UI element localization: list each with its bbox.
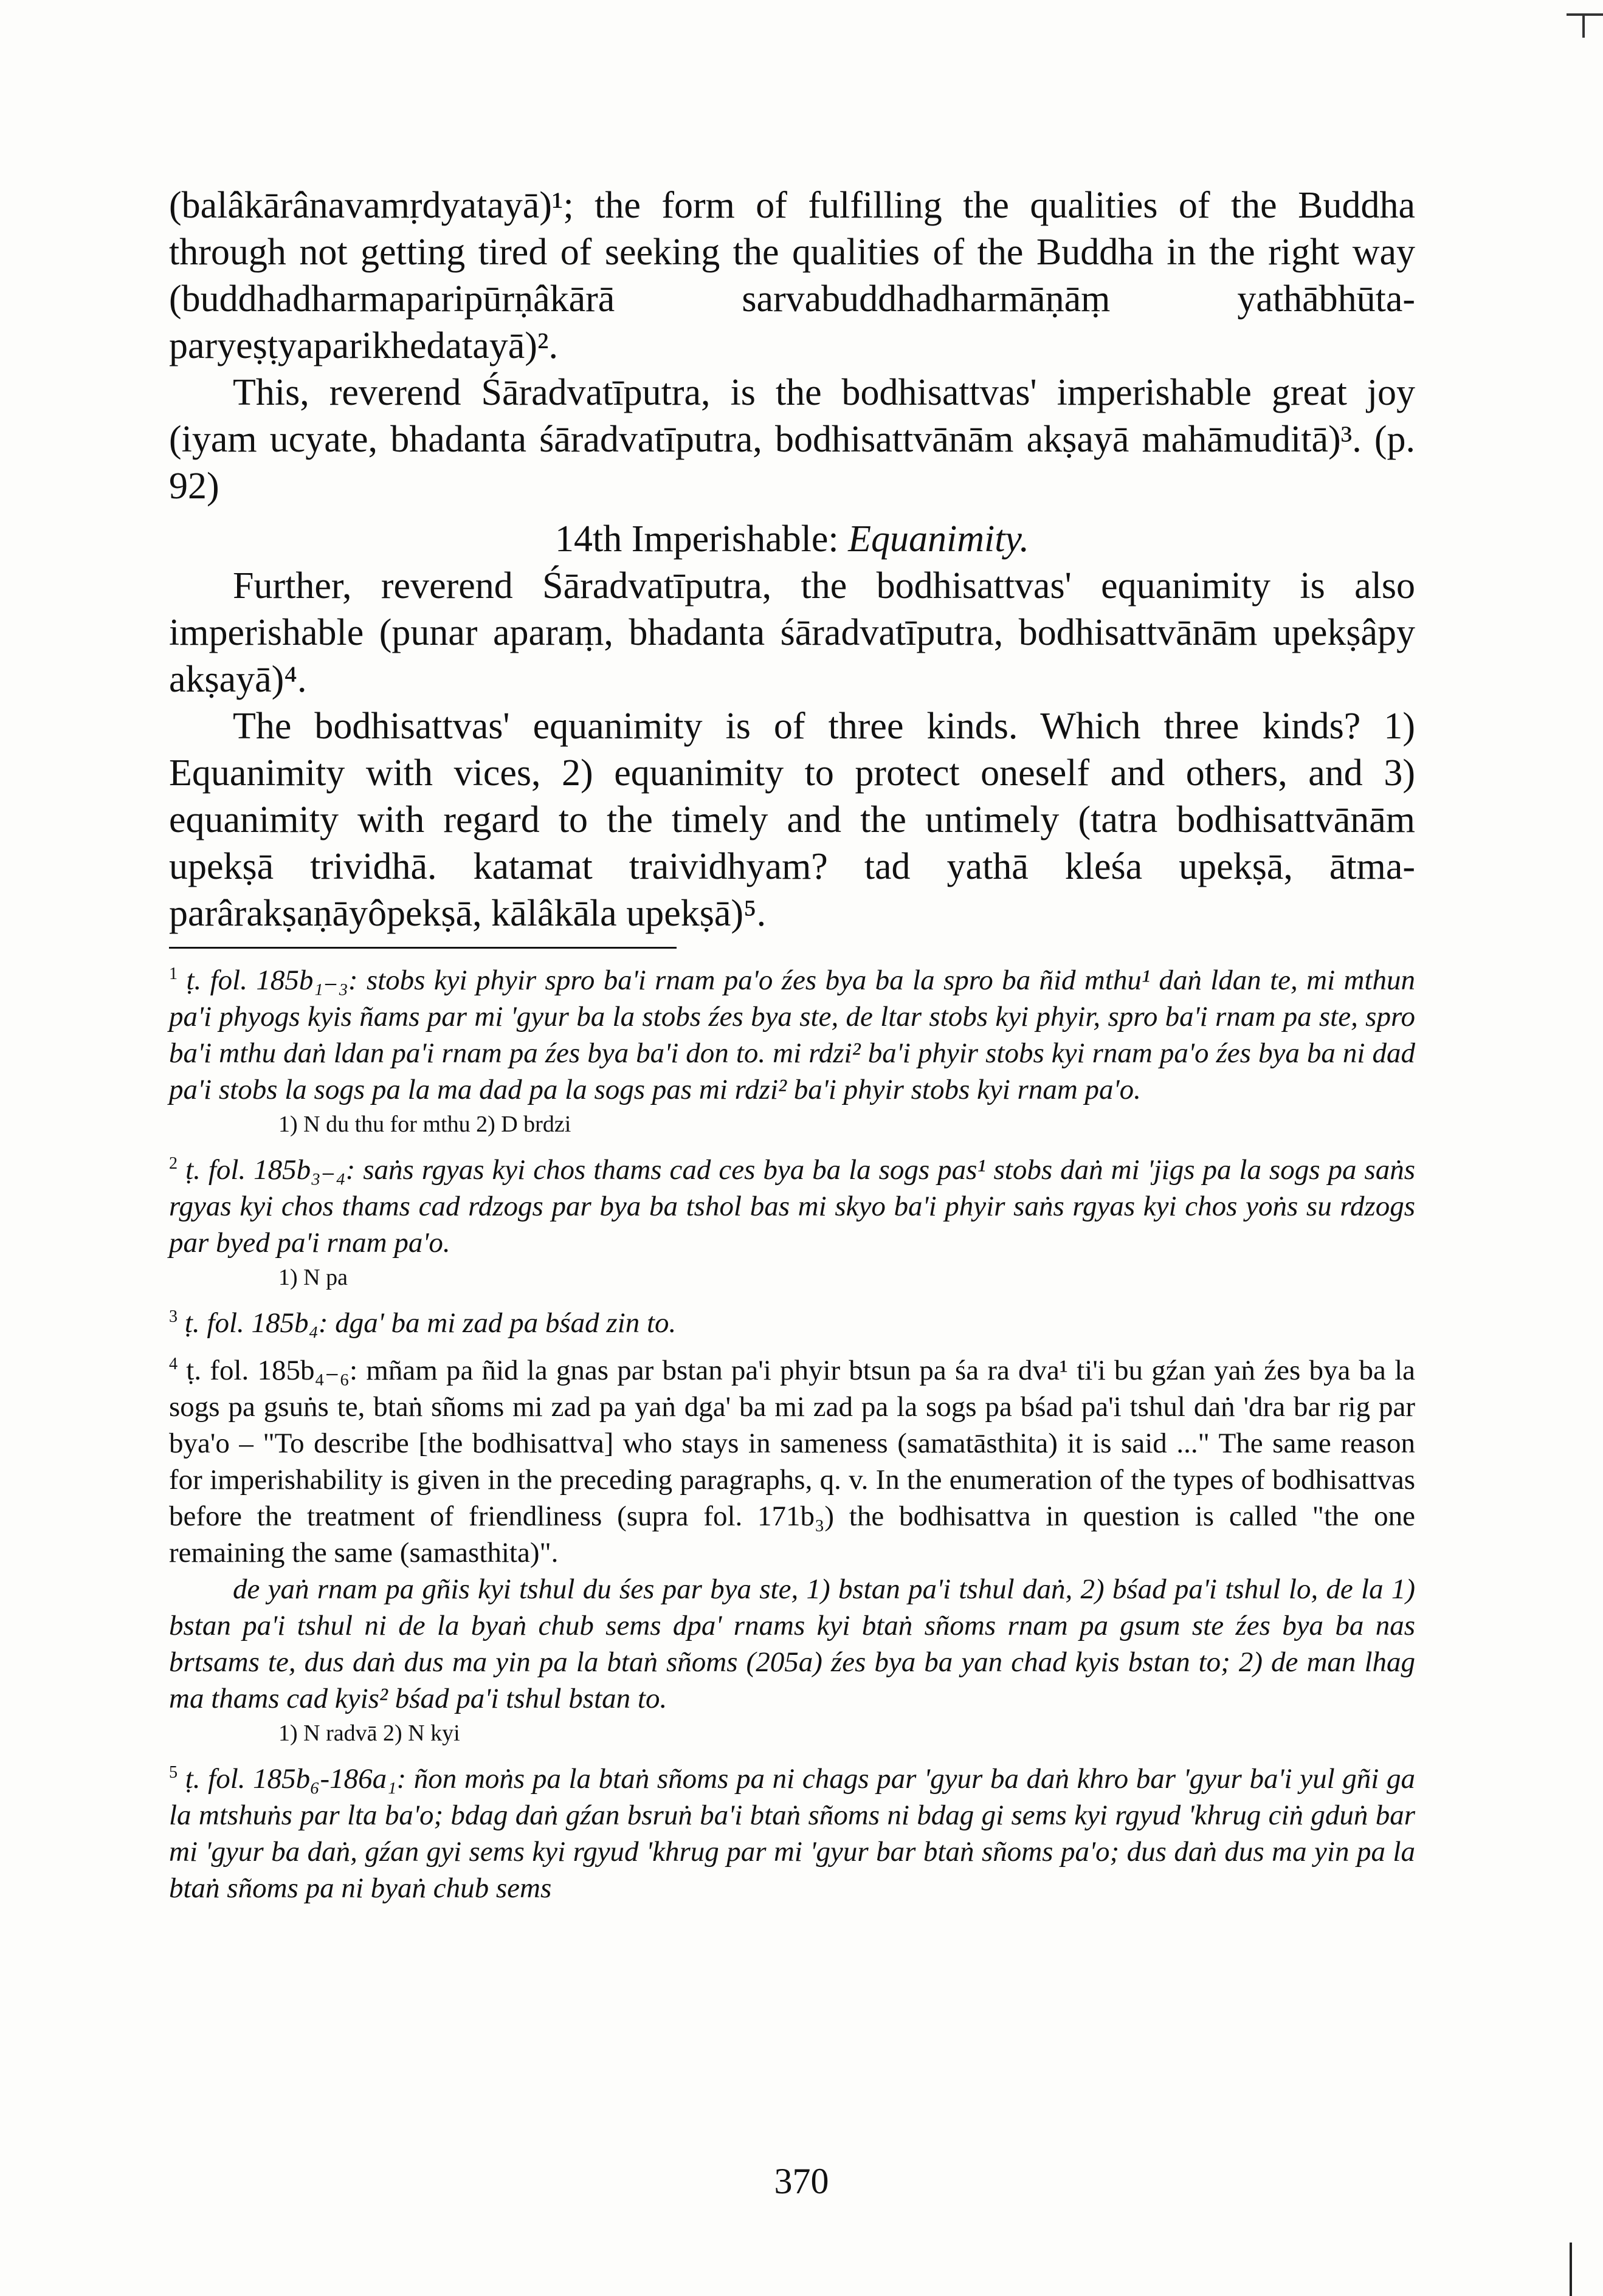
footnote-1-ref: 1	[169, 964, 178, 984]
crop-mark	[1567, 13, 1603, 34]
footnote-2-text: ṭ. fol. 185b₃₋₄: saṅs rgyas kyi chos thams cad ces bya ba la sogs pas¹ stobs daṅ mi 'jigs pa la sogs pa saṅs rgyas kyi chos thams cad rdzogs par bya ba tshol bas mi skyo ba'i phyir saṅs rgyas kyi chos yoṅs su rdzogs par byed pa'i rnam pa'o.	[169, 1154, 1416, 1259]
footnote-2	[169, 1152, 1415, 1261]
section-heading	[169, 516, 1415, 563]
footnote-3-text: ṭ. fol. 185b₄: dga' ba mi zad pa bśad zin to.	[184, 1307, 677, 1339]
footnote-5-text: ṭ. fol. 185b₆-186a₁: ñon moṅs pa la btaṅ sñoms pa ni chags par 'gyur ba daṅ khro bar 'gyur ba'i yul gñi ga la mtshuṅs par lta ba'o; bdag daṅ gźan bsruṅ ba'i btaṅ sñoms ni bdag gi sems kyi rgyud 'khrug ciṅ gduṅ bar mi 'gyur ba daṅ, gźan gyi sems kyi rgyud 'khrug par mi 'gyur bar btaṅ sñoms pa'o; dus daṅ dus ma yin pa la btaṅ sñoms pa ni byaṅ chub sems	[169, 1763, 1415, 1904]
scan-edge-mark	[1570, 2243, 1572, 2296]
footnote-2-ref: 2	[169, 1154, 178, 1174]
footnote-5-ref: 5	[169, 1763, 178, 1782]
footnote-1	[169, 962, 1415, 1108]
footnote-rule	[169, 947, 677, 949]
footnote-2-variants: 1) N pa	[278, 1265, 348, 1290]
page-number: 370	[774, 2161, 829, 2201]
footnote-4-continuation: de yaṅ rnam pa gñis kyi tshul du śes par bya ste, 1) bstan pa'i tshul daṅ, 2) bśad pa'i tshul lo, de la 1) bstan pa'i tshul ni de la byaṅ chub sems dpa' rnams kyi btaṅ sñoms rnam pa gsum ste źes bya ba nas brtsams te, dus daṅ dus ma yin pa la btaṅ sñoms (205a) źes bya ba yan chad kyis bstan to; 2) de man lhag ma thams cad kyis² bśad pa'i tshul bstan to.	[169, 1573, 1415, 1714]
footnote-1-variants: 1) N du thu for mthu 2) D brdzi	[278, 1112, 571, 1137]
footnote-4	[169, 1352, 1415, 1571]
footnote-4-ref: 4	[169, 1355, 178, 1374]
paragraph-3-text: Further, reverend Śāradvatīputra, the bodhisattvas' equanimity is also imperishable (punar aparaṃ, bhadanta śāradvatīputra, bodhisattvānām upekṣâpy akṣayā)⁴.	[169, 565, 1415, 700]
footnote-3-ref: 3	[169, 1307, 178, 1327]
footnote-4-variants: 1) N radvā 2) N kyi	[278, 1720, 460, 1746]
paragraph-4	[169, 703, 1415, 937]
heading-prefix: 14th Imperishable:	[554, 518, 849, 560]
heading-title: Equanimity.	[848, 518, 1030, 560]
paragraph-1	[169, 182, 1415, 369]
footnote-3	[169, 1305, 1415, 1341]
paragraph-3	[169, 563, 1415, 703]
footnote-1-text: ṭ. fol. 185b₁₋₃: stobs kyi phyir spro ba'i rnam pa'o źes bya ba la spro ba ñid mthu¹ daṅ ldan te, mi mthun pa'i phyogs kyis ñams par mi 'gyur ba la stobs źes bya ste, de ltar stobs kyi phyir, spro ba'i rnam pa ste, spro ba'i mthu daṅ ldan pa'i rnam pa źes bya ba'i don to. mi rdzi² ba'i phyir stobs kyi rnam pa'o źes bya ba ni dad pa'i stobs la sogs pa la ma dad pa la sogs pas mi rdzi² ba'i phyir stobs kyi rnam pa'o.	[169, 964, 1416, 1105]
footnote-4-text: ṭ. fol. 185b₄₋₆: mñam pa ñid la gnas par bstan pa'i phyir btsun pa śa ra dva¹ ti'i bu gźan yaṅ źes bya ba la sogs pa gsuṅs te, btaṅ sñoms mi zad pa yaṅ dga' ba mi zad pa la sogs pa bśad pa'i tshul daṅ 'dra bar rig par bya'o – "To describe [the bodhisattva] who stays in sameness (samatāsthita) it is said ..." The same reason for imperishability is given in the preceding paragraphs, q. v. In the enumeration of the types of bodhisattvas before the treatment of friendliness (supra fol. 171b₃) the bodhisattva in question is called "the one remaining the same (samasthita)".	[169, 1355, 1415, 1569]
page-body	[169, 182, 1415, 1906]
paragraph-2	[169, 369, 1415, 510]
paragraph-4-text: The bodhisattvas' equanimity is of three kinds. Which three kinds? 1) Equanimity with vices, 2) equanimity to protect oneself and others, and 3) equanimity with regard to the timely and the untimely (tatra bodhisattvānām upekṣā trividhā. katamat traividhyam? tad yathā kleśa upekṣā, ātmaparârakṣaṇāyôpekṣā, kālâkāla upekṣā)⁵.	[169, 706, 1415, 934]
paragraph-1-text: (balâkārânavamṛdyatayā)¹; the form of fulfilling the qualities of the Buddha through not getting tired of seeking the qualities of the Buddha in the right way (buddhadharmaparipūrṇâkārā sarvabuddhadharmāṇāṃ yathābhūtaparyeṣṭyaparikhedatayā)².	[169, 185, 1415, 366]
paragraph-2-text: This, reverend Śāradvatīputra, is the bodhisattvas' imperishable great joy (iyam ucyate, bhadanta śāradvatīputra, bodhisattvānām akṣayā mahāmuditā)³. (p. 92)	[169, 372, 1415, 507]
footnote-5	[169, 1761, 1415, 1906]
